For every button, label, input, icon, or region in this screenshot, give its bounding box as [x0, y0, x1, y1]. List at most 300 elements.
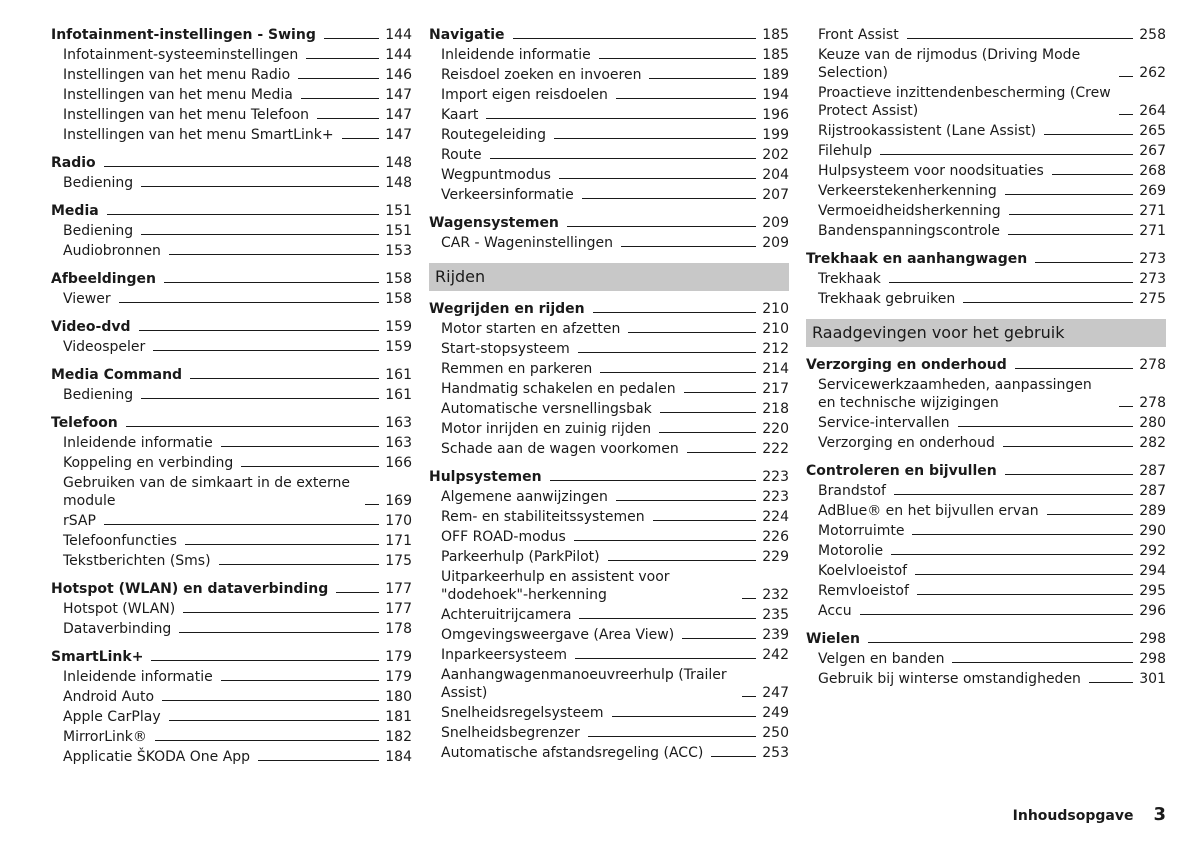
toc-title: Automatische afstandsregeling (ACC) [441, 745, 704, 761]
toc-item[interactable] [51, 551, 412, 571]
toc-page-number: 273 [1139, 271, 1166, 287]
toc-title: Infotainment-systeeminstellingen [63, 47, 299, 63]
toc-title: Motor starten en afzetten [441, 321, 621, 337]
toc-item[interactable] [429, 399, 789, 419]
toc-title: Trekhaak en aanhangwagen [806, 251, 1028, 267]
leader-line [155, 740, 379, 741]
toc-section[interactable] [51, 25, 412, 45]
toc-title: Dataverbinding [63, 621, 172, 637]
leader-line [185, 544, 379, 545]
toc-title: Motorolie [818, 543, 884, 559]
toc-item[interactable] [429, 125, 789, 145]
toc-title: Gebruiken van de simkaart in de externe module [63, 475, 350, 509]
toc-title: Handmatig schakelen en pedalen [441, 381, 676, 397]
toc-section[interactable] [51, 413, 412, 433]
leader-line [578, 352, 757, 353]
toc-section[interactable] [51, 153, 412, 173]
toc-page-number: 163 [385, 435, 412, 451]
toc-page-number: 151 [385, 203, 412, 219]
toc-page-number: 209 [762, 235, 789, 251]
toc-page-number: 199 [762, 127, 789, 143]
toc-item[interactable] [429, 645, 789, 665]
leader-line [574, 540, 757, 541]
toc-section[interactable] [429, 467, 789, 487]
toc-page-number: 179 [385, 649, 412, 665]
leader-line [915, 574, 1133, 575]
toc-item[interactable] [429, 507, 789, 527]
toc-item[interactable] [429, 45, 789, 65]
toc-page-number: 249 [762, 705, 789, 721]
leader-line [221, 680, 380, 681]
toc-title: Keuze van de rijmodus (Driving Mode Selection) [818, 47, 1081, 81]
toc-item[interactable] [51, 747, 412, 767]
toc-item[interactable] [806, 601, 1166, 621]
toc-item[interactable] [806, 433, 1166, 453]
toc-item[interactable] [429, 487, 789, 507]
leader-line [1009, 214, 1134, 215]
toc-item[interactable] [806, 481, 1166, 501]
toc-item[interactable] [51, 619, 412, 639]
toc-page-number: 177 [385, 601, 412, 617]
toc-item[interactable] [51, 241, 412, 261]
leader-line [1089, 682, 1133, 683]
toc-title: Hotspot (WLAN) [63, 601, 176, 617]
toc-title: AdBlue® en het bijvullen ervan [818, 503, 1039, 519]
leader-line [582, 198, 757, 199]
toc-page-number: 224 [762, 509, 789, 525]
toc-page-number: 262 [1139, 65, 1166, 81]
toc-page-number: 292 [1139, 543, 1166, 559]
toc-page-number: 166 [385, 455, 412, 471]
leader-line [365, 504, 379, 505]
leader-line [1047, 514, 1134, 515]
toc-title: Routegeleiding [441, 127, 547, 143]
leader-line [880, 154, 1133, 155]
toc-title: Inleidende informatie [441, 47, 591, 63]
toc-section[interactable] [51, 647, 412, 667]
toc-item[interactable] [51, 433, 412, 453]
leader-line [868, 642, 1133, 643]
leader-line [1119, 406, 1133, 407]
leader-line [141, 234, 379, 235]
toc-page-number: 267 [1139, 143, 1166, 159]
toc-title: Brandstof [818, 483, 886, 499]
toc-item[interactable] [806, 121, 1166, 141]
toc-title: Verkeerstekenherkenning [818, 183, 997, 199]
toc-page-number: 146 [385, 67, 412, 83]
toc-title: Video-dvd [51, 319, 131, 335]
toc-page-number: 180 [385, 689, 412, 705]
leader-line [317, 118, 379, 119]
toc-page-number: 147 [385, 127, 412, 143]
toc-page-number: 204 [762, 167, 789, 183]
leader-line [1003, 446, 1133, 447]
toc-column-3 [806, 25, 1166, 689]
toc-title: Wielen [806, 631, 860, 647]
toc-item[interactable] [429, 105, 789, 125]
toc-page-number: 147 [385, 107, 412, 123]
toc-page-number: 287 [1139, 463, 1166, 479]
toc-title: Media Command [51, 367, 183, 383]
toc-title: Route [441, 147, 482, 163]
toc-item[interactable] [806, 669, 1166, 689]
toc-title: Instellingen van het menu Radio [63, 67, 291, 83]
toc-title: Bediening [63, 223, 134, 239]
toc-title: Snelheidsregelsysteem [441, 705, 604, 721]
toc-title: Omgevingsweergave (Area View) [441, 627, 675, 643]
chapter-heading: Rijden [429, 263, 789, 291]
toc-page-number: 223 [762, 489, 789, 505]
leader-line [104, 166, 380, 167]
toc-page-number: 212 [762, 341, 789, 357]
leader-line [258, 760, 379, 761]
toc-item[interactable] [806, 649, 1166, 669]
toc-title: Trekhaak gebruiken [818, 291, 956, 307]
toc-item[interactable] [806, 161, 1166, 181]
toc-item[interactable] [806, 221, 1166, 241]
leader-line [958, 426, 1134, 427]
toc-item[interactable] [806, 413, 1166, 433]
toc-section[interactable] [51, 317, 412, 337]
toc-title: Bandenspanningscontrole [818, 223, 1001, 239]
toc-title: Reisdoel zoeken en invoeren [441, 67, 642, 83]
toc-page-number: 280 [1139, 415, 1166, 431]
toc-item[interactable] [51, 687, 412, 707]
toc-item[interactable] [806, 289, 1166, 309]
toc-item[interactable] [806, 501, 1166, 521]
toc-section[interactable] [806, 461, 1166, 481]
toc-title: Koelvloeistof [818, 563, 908, 579]
toc-page-number: 264 [1139, 103, 1166, 119]
toc-section[interactable] [51, 365, 412, 385]
toc-item[interactable] [51, 221, 412, 241]
toc-title: Inparkeersysteem [441, 647, 568, 663]
toc-title: Hulpsystemen [429, 469, 542, 485]
toc-title: Motor inrijden en zuinig rijden [441, 421, 652, 437]
toc-page-number: 222 [762, 441, 789, 457]
toc-title: CAR - Wageninstellingen [441, 235, 614, 251]
toc-section[interactable] [429, 299, 789, 319]
toc-title: Instellingen van het menu Telefoon [63, 107, 310, 123]
toc-title: Viewer [63, 291, 111, 307]
toc-title: Rem- en stabiliteitssystemen [441, 509, 645, 525]
toc-page-number: 271 [1139, 223, 1166, 239]
page-footer [1013, 804, 1166, 825]
toc-page-number: 269 [1139, 183, 1166, 199]
leader-line [616, 500, 756, 501]
leader-line [742, 696, 756, 697]
toc-page-number: 229 [762, 549, 789, 565]
toc-title: Accu [818, 603, 852, 619]
toc-page-number: 290 [1139, 523, 1166, 539]
toc-item[interactable] [806, 581, 1166, 601]
toc-section[interactable] [806, 249, 1166, 269]
toc-title: Wegrijden en rijden [429, 301, 585, 317]
leader-line [628, 332, 756, 333]
toc-item[interactable] [806, 269, 1166, 289]
leader-line [221, 446, 380, 447]
toc-item[interactable] [429, 165, 789, 185]
toc-page-number: 171 [385, 533, 412, 549]
leader-line [1119, 114, 1133, 115]
leader-line [1052, 174, 1133, 175]
toc-title: Rijstrookassistent (Lane Assist) [818, 123, 1037, 139]
toc-page-number: 250 [762, 725, 789, 741]
leader-line [1015, 368, 1134, 369]
leader-line [1005, 474, 1134, 475]
leader-line [298, 78, 379, 79]
toc-title: Instellingen van het menu SmartLink+ [63, 127, 334, 143]
leader-line [588, 736, 756, 737]
toc-item[interactable] [806, 83, 1166, 121]
toc-title: Parkeerhulp (ParkPilot) [441, 549, 600, 565]
toc-item[interactable] [429, 605, 789, 625]
leader-line [342, 138, 380, 139]
leader-line [894, 494, 1133, 495]
toc-page-number: 223 [762, 469, 789, 485]
toc-page-number: 148 [385, 155, 412, 171]
toc-item[interactable] [51, 531, 412, 551]
toc-item[interactable] [51, 667, 412, 687]
toc-page-number: 163 [385, 415, 412, 431]
leader-line [567, 226, 756, 227]
toc-item[interactable] [429, 319, 789, 339]
toc-item[interactable] [51, 727, 412, 747]
toc-title: Bediening [63, 175, 134, 191]
toc-item[interactable] [806, 141, 1166, 161]
toc-page-number: 296 [1139, 603, 1166, 619]
toc-item[interactable] [51, 105, 412, 125]
leader-line [659, 432, 756, 433]
toc-page-number: 169 [385, 493, 412, 509]
leader-line [164, 282, 379, 283]
toc-title: Wegpuntmodus [441, 167, 551, 183]
toc-title: Motorruimte [818, 523, 905, 539]
toc-section[interactable] [51, 201, 412, 221]
toc-item[interactable] [429, 527, 789, 547]
toc-section[interactable] [429, 25, 789, 45]
toc-title: Remmen en parkeren [441, 361, 593, 377]
toc-item[interactable] [51, 599, 412, 619]
leader-line [608, 560, 757, 561]
toc-item[interactable] [806, 201, 1166, 221]
toc-title: Remvloeistof [818, 583, 909, 599]
toc-item[interactable] [429, 703, 789, 723]
leader-line [579, 618, 756, 619]
toc-page-number: 220 [762, 421, 789, 437]
leader-line [616, 98, 756, 99]
leader-line [107, 214, 380, 215]
toc-item[interactable] [51, 45, 412, 65]
toc-title: Audiobronnen [63, 243, 161, 259]
toc-page-number: 153 [385, 243, 412, 259]
toc-item[interactable] [429, 185, 789, 205]
toc-title: Kaart [441, 107, 479, 123]
toc-title: Tekstberichten (Sms) [63, 553, 211, 569]
leader-line [742, 598, 756, 599]
leader-line [649, 78, 756, 79]
toc-item[interactable] [429, 723, 789, 743]
toc-title: Telefoonfuncties [63, 533, 177, 549]
toc-item[interactable] [429, 233, 789, 253]
toc-page-number: 144 [385, 47, 412, 63]
toc-title: Automatische versnellingsbak [441, 401, 652, 417]
toc-item[interactable] [806, 25, 1166, 45]
toc-page-number: 239 [762, 627, 789, 643]
toc-title: Verzorging en onderhoud [806, 357, 1007, 373]
leader-line [554, 138, 756, 139]
toc-page-number: 177 [385, 581, 412, 597]
toc-section[interactable] [806, 629, 1166, 649]
toc-title: Bediening [63, 387, 134, 403]
toc-item[interactable] [51, 65, 412, 85]
leader-line [612, 716, 757, 717]
toc-title: Proactieve inzittendenbescherming (Crew Protect Assist) [818, 85, 1111, 119]
toc-title: Achteruitrijcamera [441, 607, 572, 623]
toc-item[interactable] [51, 125, 412, 145]
toc-title: Aanhangwagenmanoeuvreerhulp (Trailer Assist) [441, 667, 727, 701]
toc-title: OFF ROAD-modus [441, 529, 566, 545]
leader-line [486, 118, 756, 119]
toc-item[interactable] [51, 473, 412, 511]
toc-item[interactable] [51, 385, 412, 405]
toc-section[interactable] [806, 355, 1166, 375]
toc-section[interactable] [429, 213, 789, 233]
toc-page-number: 253 [762, 745, 789, 761]
leader-line [513, 38, 757, 39]
toc-page-number: 196 [762, 107, 789, 123]
toc-page-number: 232 [762, 587, 789, 603]
toc-item[interactable] [429, 379, 789, 399]
toc-item[interactable] [429, 665, 789, 703]
toc-title: Velgen en banden [818, 651, 945, 667]
toc-title: Koppeling en verbinding [63, 455, 234, 471]
toc-page-number: 178 [385, 621, 412, 637]
toc-title: Videospeler [63, 339, 146, 355]
leader-line [490, 158, 757, 159]
footer-label: Inhoudsopgave [1012, 808, 1134, 824]
toc-page-number: 275 [1139, 291, 1166, 307]
leader-line [169, 720, 380, 721]
leader-line [153, 350, 379, 351]
toc-page-number: 278 [1139, 357, 1166, 373]
toc-title: Algemene aanwijzingen [441, 489, 608, 505]
leader-line [1044, 134, 1133, 135]
toc-page-number: 159 [385, 339, 412, 355]
leader-line [183, 612, 379, 613]
toc-page-number: 294 [1139, 563, 1166, 579]
leader-line [306, 58, 379, 59]
toc-section[interactable] [51, 269, 412, 289]
toc-item[interactable] [51, 173, 412, 193]
toc-item[interactable] [806, 375, 1166, 413]
toc-column-2 [429, 25, 789, 763]
leader-line [593, 312, 757, 313]
leader-line [600, 372, 756, 373]
toc-item[interactable] [51, 511, 412, 531]
toc-item[interactable] [429, 65, 789, 85]
toc-title: Hotspot (WLAN) en dataverbinding [51, 581, 329, 597]
toc-page-number: 170 [385, 513, 412, 529]
toc-page-number: 148 [385, 175, 412, 191]
toc-page-number: 202 [762, 147, 789, 163]
toc-page-number: 189 [762, 67, 789, 83]
toc-title: Inleidende informatie [63, 669, 213, 685]
toc-title: Afbeeldingen [51, 271, 157, 287]
leader-line [141, 186, 379, 187]
toc-page-number: 207 [762, 187, 789, 203]
leader-line [324, 38, 379, 39]
leader-line [599, 58, 757, 59]
leader-line [621, 246, 756, 247]
leader-line [139, 330, 380, 331]
toc-item[interactable] [429, 439, 789, 459]
toc-item[interactable] [429, 547, 789, 567]
leader-line [219, 564, 380, 565]
toc-title: Filehulp [818, 143, 872, 159]
toc-item[interactable] [51, 707, 412, 727]
leader-line [682, 638, 756, 639]
leader-line [1119, 76, 1133, 77]
leader-line [687, 452, 757, 453]
toc-item[interactable] [429, 567, 789, 605]
leader-line [889, 282, 1133, 283]
leader-line [917, 594, 1133, 595]
toc-item[interactable] [429, 85, 789, 105]
toc-item[interactable] [429, 359, 789, 379]
toc-page-number: 298 [1139, 651, 1166, 667]
toc-section[interactable] [51, 579, 412, 599]
leader-line [684, 392, 757, 393]
toc-item[interactable] [51, 453, 412, 473]
toc-page-number: 214 [762, 361, 789, 377]
leader-line [1035, 262, 1133, 263]
toc-page-number: 287 [1139, 483, 1166, 499]
toc-item[interactable] [51, 289, 412, 309]
toc-item[interactable] [806, 561, 1166, 581]
toc-title: Apple CarPlay [63, 709, 161, 725]
leader-line [301, 98, 379, 99]
leader-line [1008, 234, 1133, 235]
toc-item[interactable] [806, 181, 1166, 201]
toc-page-number: 158 [385, 271, 412, 287]
toc-title: Radio [51, 155, 96, 171]
toc-title: Servicewerkzaamheden, aanpassingen en technische wijzigingen [818, 377, 1092, 411]
toc-title: Import eigen reisdoelen [441, 87, 608, 103]
toc-page-number: 217 [762, 381, 789, 397]
toc-item[interactable] [806, 521, 1166, 541]
toc-item[interactable] [429, 419, 789, 439]
toc-title: rSAP [63, 513, 96, 529]
toc-title: Wagensystemen [429, 215, 559, 231]
toc-item[interactable] [429, 339, 789, 359]
toc-page-number: 278 [1139, 395, 1166, 411]
toc-item[interactable] [429, 743, 789, 763]
toc-title: MirrorLink® [63, 729, 147, 745]
toc-page-number: 185 [762, 47, 789, 63]
toc-item[interactable] [51, 85, 412, 105]
toc-title: Applicatie ŠKODA One App [63, 749, 251, 765]
toc-title: Controleren en bijvullen [806, 463, 997, 479]
toc-item[interactable] [806, 541, 1166, 561]
toc-page-number: 218 [762, 401, 789, 417]
toc-item[interactable] [51, 337, 412, 357]
toc-page-number: 181 [385, 709, 412, 725]
toc-item[interactable] [429, 145, 789, 165]
leader-line [907, 38, 1134, 39]
toc-item[interactable] [429, 625, 789, 645]
toc-item[interactable] [806, 45, 1166, 83]
